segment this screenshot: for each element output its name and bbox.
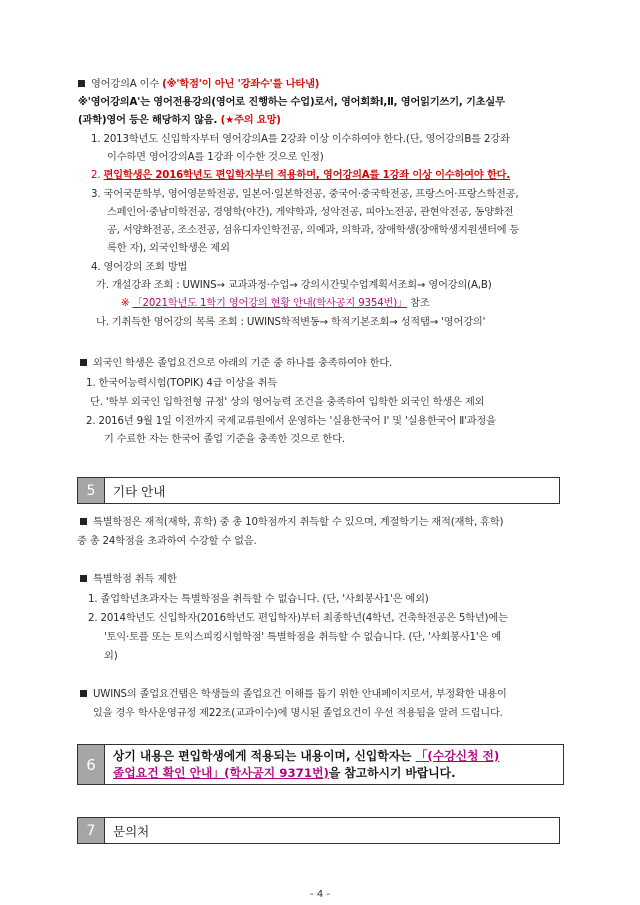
bullet-square-icon: [80, 575, 87, 582]
english-item1-line2: 이수하면 영어강의A를 1강좌 이수한 것으로 인정): [107, 152, 324, 163]
special-credit-para-line2: 중 총 24학점을 초과하여 수강할 수 없음.: [77, 536, 257, 547]
english-item4-b: 나. 기취득한 영어강의 목록 조회 : UWINS학적변동→ 학적기본조회→ 성적탭→ '영어강의': [96, 317, 486, 328]
limit-item2-line1: 2. 2014학년도 신입학자(2016학년도 편입학자)부터 최종학년(4학년, 건축학전공은 5학년)에는: [88, 613, 508, 624]
section6-number: 6: [78, 745, 105, 784]
english-definition-line1: ※'영어강의A'는 영어전용강의(영어로 진행하는 수업)로서, 영어회화Ⅰ,Ⅱ, 영어읽기쓰기, 기초실무: [78, 97, 505, 108]
english-heading-note: (※'학점'이 아닌 '강좌수'를 나타냄): [162, 79, 320, 90]
foreign-item2-line2: 기 수료한 자는 한국어 졸업 기준을 충족한 것으로 한다.: [104, 434, 345, 445]
caution-note: (★주의 요망): [220, 115, 281, 126]
limit-item2-line2: '토익·토플 또는 토익스피킹시험학점' 특별학점을 취득할 수 없습니다. (단, '사회봉사1'은 예: [104, 632, 502, 643]
section5-header: [77, 477, 560, 504]
page-number: - 4 -: [310, 889, 330, 900]
uwins-note-line2: 있을 경우 학사운영규정 제22조(교과이수)에 명시된 졸업요건이 우선 적용됨을 알려 드립니다.: [93, 708, 503, 719]
english-item3-line4: 록한 자), 외국인학생은 제외: [107, 243, 230, 254]
section5-title: 기타 안내: [113, 483, 166, 499]
bullet-square-icon: [80, 359, 87, 366]
bullet-square-icon: [80, 518, 87, 525]
english-item2: 2. 편입학생은 2016학년도 편입학자부터 적용하며, 영어강의A를 1강좌 이상 이수하여야 한다.: [91, 170, 511, 181]
bullet-square-icon: [78, 80, 85, 87]
section7-number: 7: [78, 818, 105, 843]
english-definition-line2: (과학)영어 등은 해당하지 않음. (★주의 요망): [78, 115, 281, 126]
foreign-item1-note: 단. '학부 외국인 입학전형 규정' 상의 영어능력 조건을 충족하여 입학한 외국인 학생은 제외: [90, 397, 485, 408]
english-item1-line1: 1. 2013학년도 신입학자부터 영어강의A를 2강좌 이상 이수하여야 한다.(단, 영어강의B를 2강좌: [91, 134, 510, 145]
special-credit-para-line1: 특별학점은 재적(재학, 휴학) 중 총 10학점까지 취득할 수 있으며, 계절학기는 재적(재학, 휴학): [80, 516, 503, 529]
section6-notice-box: [77, 744, 564, 785]
bullet-square-icon: [80, 690, 87, 697]
limit-item1: 1. 졸업학년초과자는 특별학점을 취득할 수 없습니다. (단, '사회봉사1'은 예외): [88, 594, 429, 605]
english-item3-line2: 스페인어·중남미학전공, 경영학(야간), 게약학과, 성악전공, 피아노전공, 관현악전공, 동양화전: [107, 207, 514, 218]
section7-header: [77, 817, 560, 844]
english-lecture-notice-link[interactable]: 「2021학년도 1학기 영어강의 현황 안내(학사공지 9354번)」: [132, 298, 408, 309]
limit-item2-line3: 외): [104, 651, 118, 662]
english-item4-title: 4. 영어강의 조회 방법: [91, 262, 188, 273]
section7-title: 문의처: [113, 823, 150, 839]
special-credit-limit-heading: 특별학점 취득 제한: [80, 573, 177, 586]
section6-notice-text: 상기 내용은 편입학생에게 적용되는 내용이며, 신입학자는 「(수강신청 전) 졸업요건 확인 안내」(학사공지 9371번)을 참고하시기 바랍니다.: [113, 749, 500, 780]
english-section-heading: 영어강의A 이수 (※'학점'이 아닌 '강좌수'를 나타냄): [78, 78, 319, 91]
uwins-note-line1: UWINS의 졸업요건탭은 학생들의 졸업요건 이해를 돕기 위한 안내페이지로서, 부정확한 내용이: [80, 688, 507, 701]
foreign-section-heading: 외국인 학생은 졸업요건으로 아래의 기준 중 하나를 충족하여야 한다.: [80, 357, 392, 370]
freshman-notice-link-part2[interactable]: 졸업요건 확인 안내」(학사공지 9371번): [113, 766, 329, 780]
section5-number: 5: [78, 478, 105, 503]
english-item3-line3: 공, 서양화전공, 조소전공, 섬유디자인학전공, 의예과, 의학과, 장애학생(장애학생지원센터에 등: [107, 225, 520, 236]
freshman-notice-link-part1[interactable]: 「(수강신청 전): [415, 749, 500, 763]
english-item4-a: 가. 개설강좌 조회 : UWINS→ 교과과정·수업→ 강의시간및수업계획서조회→ 영어강의(A,B): [96, 280, 492, 291]
foreign-item1: 1. 한국어능력시험(TOPIK) 4급 이상을 취득: [86, 378, 278, 389]
english-item4-reference: ※ 「2021학년도 1학기 영어강의 현황 안내(학사공지 9354번)」 참조: [121, 298, 430, 309]
english-item3-line1: 3. 국어국문학부, 영어영문학전공, 일본어·일본학전공, 중국어·중국학전공, 프랑스어·프랑스학전공,: [91, 189, 519, 200]
transfer-student-rule: 편입학생은 2016학년도 편입학자부터 적용하며, 영어강의A를 1강좌 이상 이수하여야 한다.: [103, 170, 511, 181]
foreign-item2-line1: 2. 2016년 9월 1일 이전까지 국제교류원에서 운영하는 '실용한국어 Ⅰ' 및 '실용한국어 Ⅱ'과정을: [86, 416, 496, 427]
